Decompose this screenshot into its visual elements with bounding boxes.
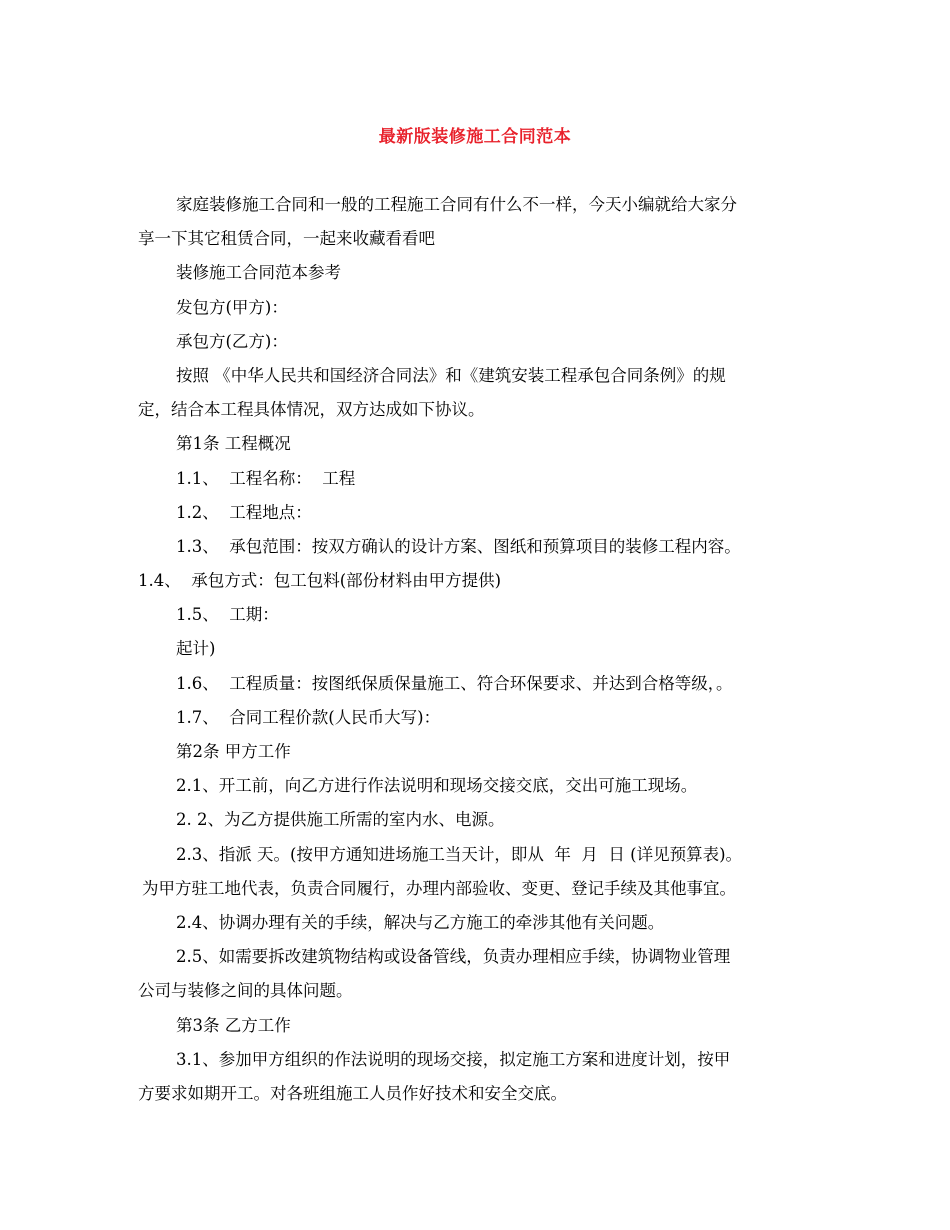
paragraph-line: 承包方(乙方)： [176,331,288,351]
paragraph-line: 2.3、指派 天。(按甲方通知进场施工当天计，即从 年 月 日 (详见预算表)。 [176,844,743,864]
paragraph-line: 1.4、 承包方式：包工包料(部份材料由甲方提供) [138,571,502,591]
paragraph-line: 起计) [176,639,216,659]
paragraph-line: 2.4、协调办理有关的手续，解决与乙方施工的牵涉其他有关问题。 [176,912,665,932]
paragraph-line: 公司与装修之间的具体问题。 [138,981,353,1001]
paragraph-line: 家庭装修施工合同和一般的工程施工合同有什么不一样，今天小编就给大家分 [176,195,737,214]
paragraph-line: 2.1、开工前，向乙方进行作法说明和现场交接交底，交出可施工现场。 [176,776,698,796]
paragraph-line: 定，结合本工程具体情况，双方达成如下协议。 [138,400,485,420]
paragraph-line: 享一下其它租赁合同，一起来收藏看看吧 [138,229,435,249]
paragraph-line: 1.3、 承包范围：按双方确认的设计方案、图纸和预算项目的装修工程内容。 [176,536,741,556]
paragraph-line: 为甲方驻工地代表，负责合同履行，办理内部验收、变更、登记手续及其他事宜。 [142,878,736,898]
paragraph-line: 装修施工合同范本参考 [176,263,341,283]
paragraph-line: 2.5、如需要拆改建筑物结构或设备管线，负责办理相应手续，协调物业管理 [176,947,731,967]
paragraph-line: 3.1、参加甲方组织的作法说明的现场交接，拟定施工方案和进度计划，按甲 [176,1049,731,1069]
paragraph-line: 1.1、 工程名称： 工程 [176,468,356,488]
paragraph-line: 1.6、 工程质量：按图纸保质保量施工、符合环保要求、并达到合格等级，。 [176,673,733,693]
paragraph-line: 1.5、 工期： [176,605,279,625]
paragraph-line: 发包方(甲方)： [176,297,288,317]
paragraph-line: 2. 2、为乙方提供施工所需的室内水、电源。 [176,810,505,830]
paragraph-line: 第1条 工程概况 [176,434,291,454]
document-body [138,188,818,1111]
document-title: 最新版装修施工合同范本 [378,127,572,147]
paragraph-line: 第3条 乙方工作 [176,1015,291,1035]
paragraph-line: 方要求如期开工。对各班组施工人员作好技术和安全交底。 [138,1083,567,1103]
paragraph-line: 1.2、 工程地点： [176,502,312,522]
paragraph-line: 按照 《中华人民共和国经济合同法》和《建筑安装工程承包合同条例》的规 [176,365,726,385]
paragraph-line: 1.7、 合同工程价款(人民币大写)： [176,707,441,727]
paragraph-line: 第2条 甲方工作 [176,742,291,761]
